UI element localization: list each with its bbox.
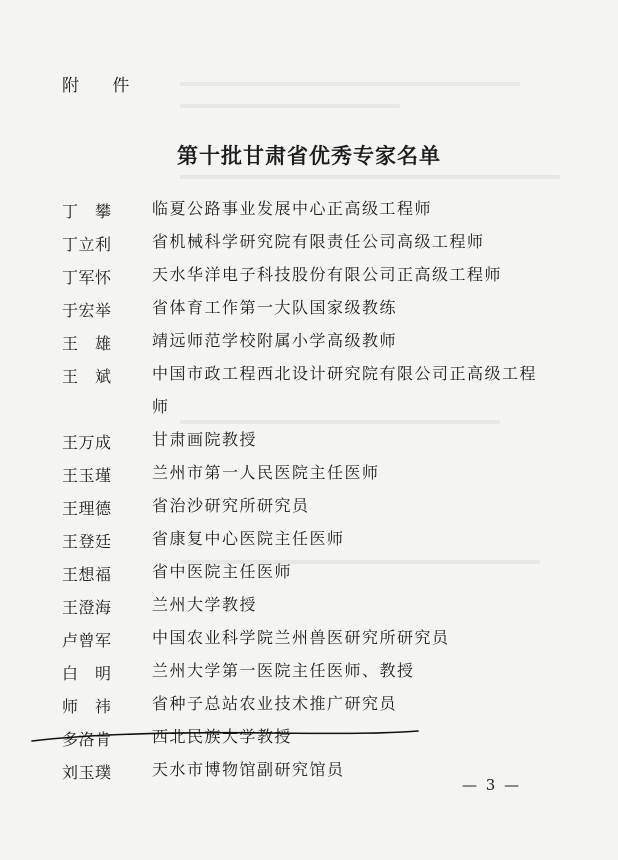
expert-name: 王 雄 (62, 334, 112, 353)
expert-name: 刘玉璞 (62, 763, 112, 782)
expert-title: 省康复中心医院主任医师 (152, 529, 345, 548)
expert-name: 丁 攀 (62, 202, 112, 221)
expert-title: 甘肃画院教授 (152, 430, 258, 449)
expert-name: 于宏举 (62, 301, 112, 320)
expert-title: 省机械科学研究院有限责任公司高级工程师 (152, 232, 485, 251)
handwritten-underline (30, 727, 420, 745)
expert-title: 兰州大学教授 (152, 595, 258, 614)
page-title: 第十批甘肃省优秀专家名单 (177, 143, 441, 168)
expert-title: 兰州市第一人民医院主任医师 (152, 463, 380, 482)
expert-name: 多洛肯 (62, 730, 112, 749)
expert-name: 白 明 (62, 664, 112, 683)
expert-row (0, 364, 618, 430)
show-through-mark (180, 82, 520, 86)
expert-name: 卢曾军 (62, 631, 112, 650)
expert-name: 师 祎 (62, 697, 112, 716)
expert-title: 中国市政工程西北设计研究院有限公司正高级工程师 (152, 364, 538, 416)
expert-title: 临夏公路事业发展中心正高级工程师 (152, 199, 433, 218)
expert-row (0, 760, 618, 794)
expert-title: 西北民族大学教授 (152, 727, 293, 746)
expert-title: 省种子总站农业技术推广研究员 (152, 694, 398, 713)
expert-title: 天水华洋电子科技股份有限公司正高级工程师 (152, 265, 503, 284)
show-through-mark (180, 175, 560, 179)
expert-title: 天水市博物馆副研究馆员 (152, 760, 345, 779)
expert-name: 王澄海 (62, 598, 112, 617)
expert-name: 王登廷 (62, 532, 112, 551)
expert-name: 王 斌 (62, 367, 112, 386)
expert-title: 省体育工作第一大队国家级教练 (152, 298, 398, 317)
expert-title: 靖远师范学校附属小学高级教师 (152, 331, 398, 350)
page-number: — 3 — (462, 776, 522, 794)
expert-name: 王理德 (62, 499, 112, 518)
attachment-label: 附 件 (62, 76, 144, 96)
expert-name: 丁立利 (62, 235, 112, 254)
expert-name: 王想福 (62, 565, 112, 584)
expert-title: 省治沙研究所研究员 (152, 496, 310, 515)
expert-title: 省中医院主任医师 (152, 562, 293, 581)
expert-title: 中国农业科学院兰州兽医研究所研究员 (152, 628, 450, 647)
show-through-mark (180, 104, 400, 108)
expert-name: 王万成 (62, 433, 112, 452)
expert-name: 丁军怀 (62, 268, 112, 287)
expert-name: 王玉瑾 (62, 466, 112, 485)
expert-title: 兰州大学第一医院主任医师、教授 (152, 661, 415, 680)
